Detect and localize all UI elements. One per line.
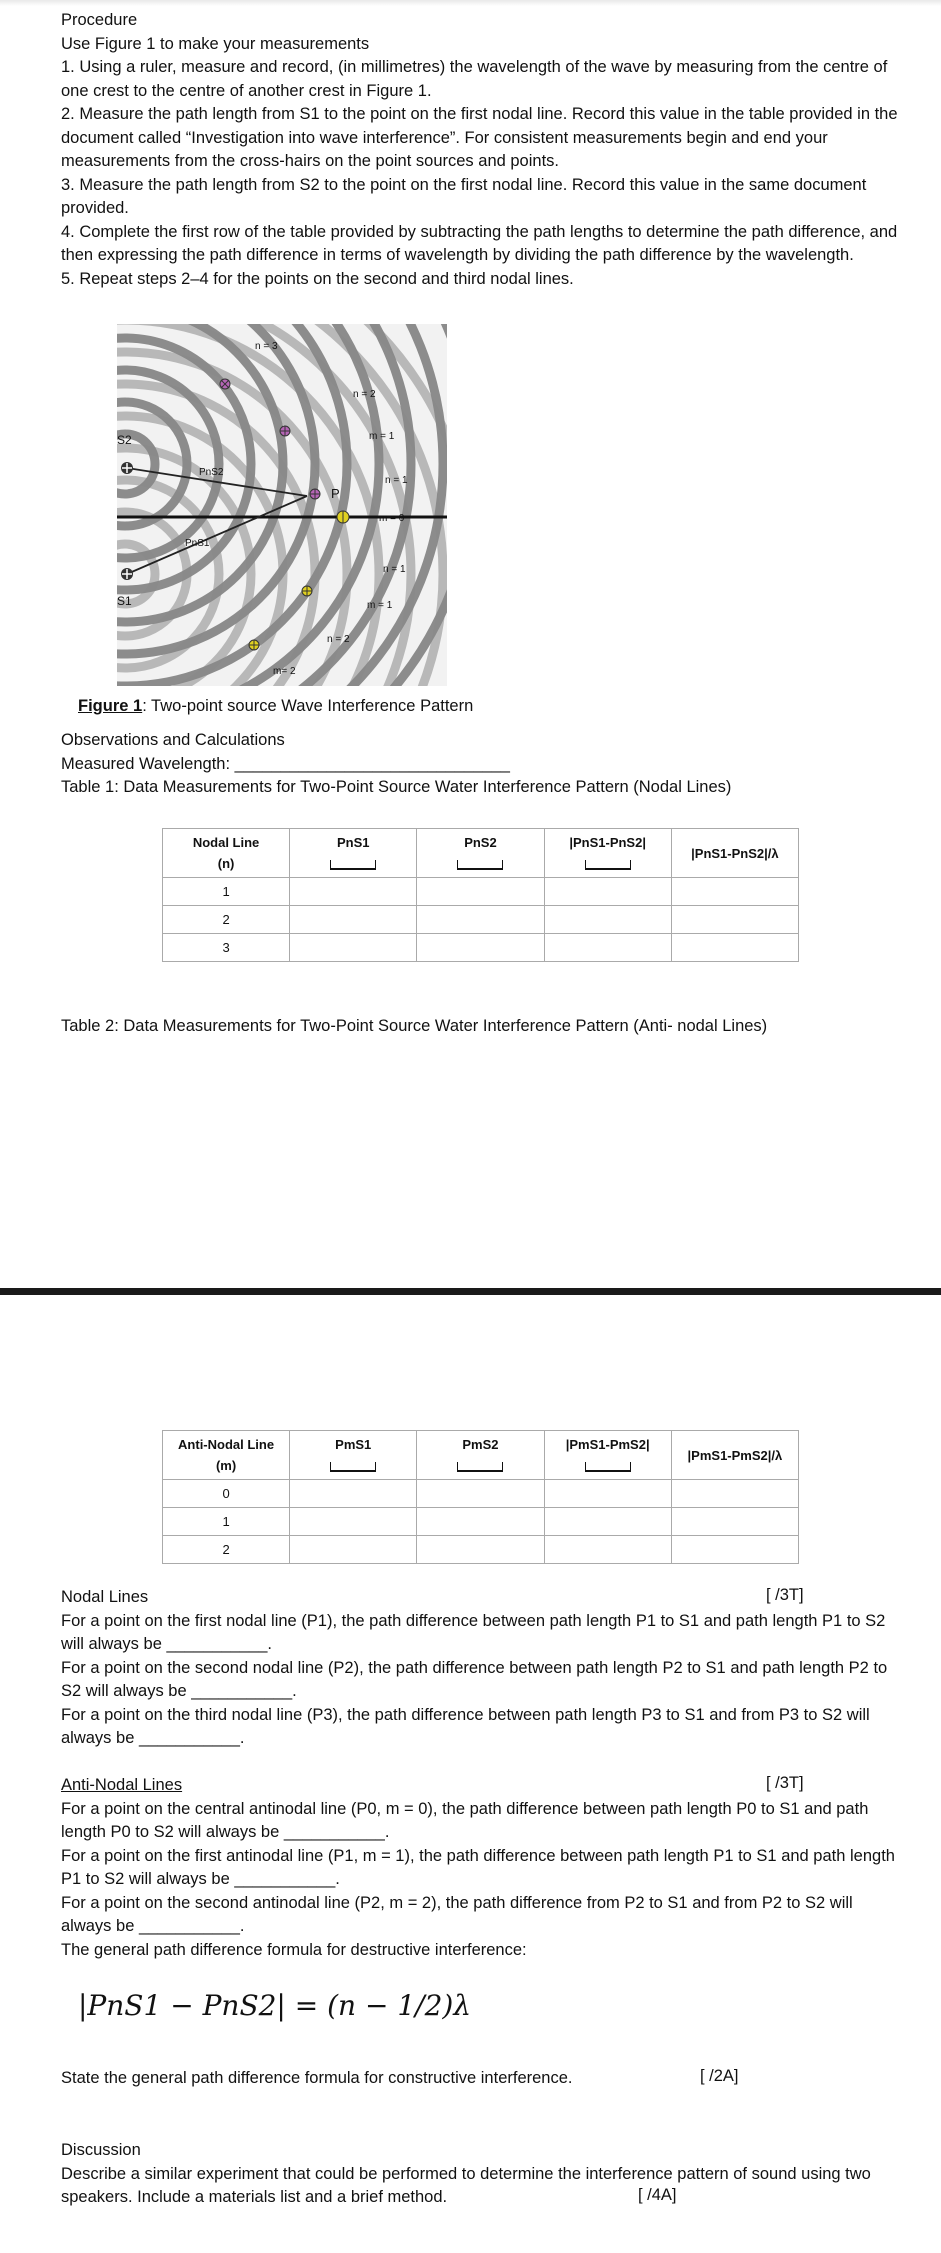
- antinodal-line: The general path difference formula for destructive interference:: [61, 1940, 527, 1959]
- table-row: 2: [163, 1536, 799, 1564]
- nodal-section: [61, 1586, 901, 1751]
- page-break: [0, 1288, 941, 1295]
- discussion-text: Describe a similar experiment that could be performed to determine the interference pattern of sound using two speakers. Include a materials list and a brief method.: [61, 2164, 871, 2206]
- table-row: 1: [163, 1508, 799, 1536]
- source-s2-marker: [121, 462, 133, 474]
- label-m1-bot: m = 1: [367, 600, 393, 611]
- label-m1-top: m = 1: [369, 431, 395, 442]
- label-s1: S1: [117, 594, 132, 608]
- label-n1-top: n = 1: [385, 475, 408, 486]
- antinodal-marks: [ /3T]: [766, 1774, 804, 1792]
- procedure-line: 4. Complete the first row of the table provided by subtracting the path lengths to determine the path difference, and then expressing the path difference in terms of wavelength by dividing the path difference by the wavelength.: [61, 222, 898, 264]
- label-m2: m= 2: [273, 666, 296, 677]
- constructive-prompt: State the general path difference formula for constructive interference.: [61, 2069, 573, 2087]
- procedure-line: 3. Measure the path length from S2 to the point on the first nodal line. Record this value in the same document provided.: [61, 175, 867, 217]
- point-n3-marker: [220, 379, 230, 389]
- nodal-heading: Nodal Lines: [61, 1588, 149, 1606]
- table-row: 2: [163, 906, 799, 934]
- label-n1-bot: n = 1: [383, 564, 406, 575]
- header-cell: PnS2: [417, 829, 544, 878]
- header-cell: Anti-Nodal Line (m): [163, 1431, 290, 1480]
- label-pns1: PnS1: [185, 538, 210, 549]
- discussion-heading: Discussion: [61, 2141, 141, 2159]
- point-m1-bot-marker: [302, 586, 312, 596]
- label-n2-bot: n = 2: [327, 634, 350, 645]
- table-row: 1: [163, 878, 799, 906]
- header-cell: |PmS1-PmS2|: [544, 1431, 671, 1480]
- header-cell: PmS1: [290, 1431, 417, 1480]
- formula-text: |PnS1 − PnS2| = (n − 1/2)λ: [78, 1989, 472, 2022]
- destructive-formula: [78, 1975, 472, 2045]
- nodal-line: For a point on the third nodal line (P3), the path difference between path length P3 to S1 and from P3 to S2 will always be ___________.: [61, 1705, 870, 1747]
- header-cell: |PmS1-PmS2|/λ: [671, 1431, 798, 1480]
- antinodal-line: For a point on the second antinodal line (P2, m = 2), the path difference from P2 to S1 and from P2 to S2 will always be ___________.: [61, 1893, 853, 1935]
- antinodal-line: For a point on the central antinodal line (P0, m = 0), the path difference between path length P0 to S1 and path length P0 to S2 will always be ___________.: [61, 1799, 869, 1841]
- caption-bold: Figure 1: [78, 697, 143, 715]
- nodal-line: For a point on the first nodal line (P1), the path difference between path length P1 to S1 and path length P1 to S2 will always be ___________.: [61, 1611, 886, 1653]
- nodal-line: For a point on the second nodal line (P2), the path difference between path length P2 to S1 and path length P2 to S2 will always be ___________.: [61, 1658, 888, 1700]
- header-cell: |PnS1-PnS2|: [544, 829, 671, 878]
- header-cell: Nodal Line (n): [163, 829, 290, 878]
- header-cell: |PnS1-PnS2|/λ: [671, 829, 798, 878]
- point-m0-marker: [337, 511, 349, 523]
- antinodal-heading: Anti-Nodal Lines: [61, 1776, 183, 1794]
- top-shadow: [0, 0, 941, 6]
- discussion-section: [61, 2139, 901, 2210]
- procedure-line: 1. Using a ruler, measure and record, (in millimetres) the wavelength of the wave by measuring from the centre of one crest to the centre of another crest in Figure 1.: [61, 58, 888, 100]
- label-n2-top: n = 2: [353, 389, 376, 400]
- table-row: 0: [163, 1480, 799, 1508]
- antinodal-line: For a point on the first antinodal line (P1, m = 1), the path difference between path length P1 to S1 and path length P1 to S2 will always be ___________.: [61, 1846, 895, 1888]
- constructive-marks: [ /2A]: [700, 2067, 739, 2085]
- table-antinodal: [162, 1430, 799, 1564]
- procedure-section: [61, 9, 901, 291]
- label-m0: m = 0: [379, 513, 405, 524]
- procedure-line: 2. Measure the path length from S1 to the point on the first nodal line. Record this value in the table provided in the document called “Investigation into wave interference”. For consistent measurements begin and end your measurements from the cross-hairs on the point sources and points.: [61, 105, 898, 170]
- label-p: P: [331, 486, 340, 501]
- table1-title: Table 1: Data Measurements for Two-Point Source Water Interference Pattern (Nodal Lines): [61, 778, 732, 796]
- label-pns2: PnS2: [199, 467, 224, 478]
- caption-text: : Two-point source Wave Interference Pattern: [142, 697, 474, 715]
- source-s1-marker: [121, 568, 133, 580]
- procedure-line: Use Figure 1 to make your measurements: [61, 34, 370, 53]
- label-s2: S2: [117, 433, 132, 447]
- procedure-line: 5. Repeat steps 2–4 for the points on the second and third nodal lines.: [61, 269, 574, 288]
- observations-heading: Observations and Calculations: [61, 731, 285, 749]
- point-p-marker: [310, 489, 320, 499]
- header-cell: PmS2: [417, 1431, 544, 1480]
- nodal-marks: [ /3T]: [766, 1586, 804, 1604]
- point-m2-marker: [249, 640, 259, 650]
- discussion-marks: [ /4A]: [638, 2186, 677, 2204]
- observations-section: [61, 729, 901, 800]
- table-nodal: [162, 828, 799, 962]
- figure-caption: [78, 697, 473, 716]
- header-cell: PnS1: [290, 829, 417, 878]
- point-n2-top-marker: [280, 426, 290, 436]
- interference-figure: [117, 324, 447, 686]
- antinodal-section: [61, 1774, 901, 1962]
- table2-title: Table 2: Data Measurements for Two-Point Source Water Interference Pattern (Anti- nodal Lines): [61, 1017, 768, 1035]
- table-row: 3: [163, 934, 799, 962]
- label-n3: n = 3: [255, 341, 278, 352]
- wavelength-label: Measured Wavelength: ______________________________: [61, 754, 510, 773]
- procedure-heading: Procedure: [61, 11, 138, 29]
